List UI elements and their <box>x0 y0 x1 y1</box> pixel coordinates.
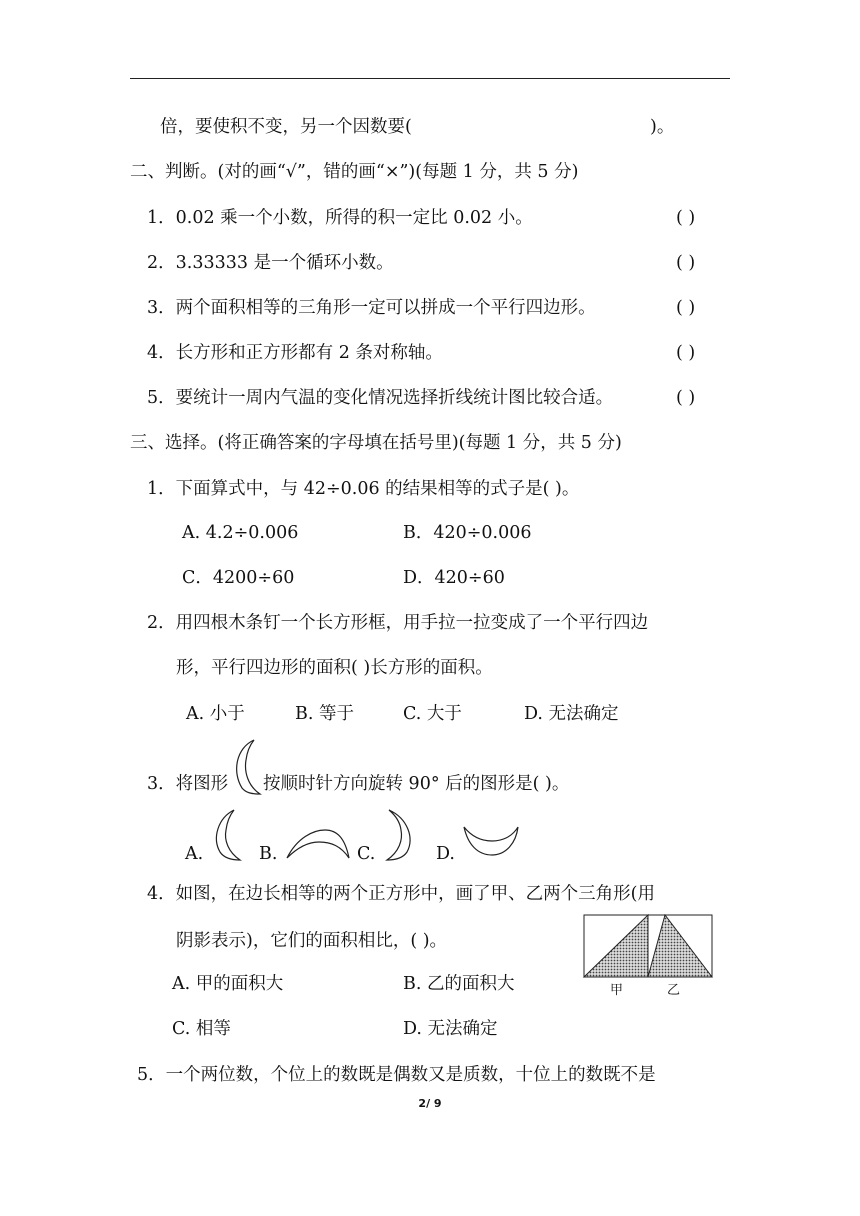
crescent-original-icon <box>230 738 264 796</box>
continuation-close: )。 <box>650 117 675 137</box>
header-rule <box>130 78 730 79</box>
q4-option-b: B. 乙的面积大 <box>403 974 515 994</box>
figure-label-yi: 乙 <box>667 983 681 998</box>
q3-option-c-label: C. <box>357 844 376 864</box>
judge-answer-1: ( ) <box>676 208 696 228</box>
q2-option-c: C. 大于 <box>403 704 462 724</box>
crescent-option-a-icon <box>210 808 244 862</box>
section3-heading: 三、选择。(将正确答案的字母填在括号里)(每题 1 分，共 5 分) <box>130 433 622 453</box>
crescent-option-c-icon <box>383 808 417 862</box>
section2-heading: 二、判断。(对的画“√”，错的画“×”)(每题 1 分，共 5 分) <box>130 162 579 182</box>
q1-option-b: B．420÷0.006 <box>403 523 532 543</box>
judge-item-4: 4．长方形和正方形都有 2 条对称轴。 <box>147 343 443 363</box>
judge-item-3: 3．两个面积相等的三角形一定可以拼成一个平行四边形。 <box>147 298 596 318</box>
choice-q5-stem: 5．一个两位数，个位上的数既是偶数又是质数，十位上的数既不是 <box>137 1065 656 1085</box>
q2-option-a: A. 小于 <box>186 704 245 724</box>
judge-answer-3: ( ) <box>676 298 696 318</box>
choice-q2-line2: 形，平行四边形的面积( )长方形的面积。 <box>176 658 493 678</box>
q4-option-c: C. 相等 <box>172 1019 231 1039</box>
figure-label-jia: 甲 <box>610 983 624 998</box>
judge-answer-2: ( ) <box>676 253 696 273</box>
crescent-option-d-icon <box>462 823 520 859</box>
q2-option-d: D. 无法确定 <box>524 704 619 724</box>
continuation-text: 倍，要使积不变，另一个因数要( <box>160 117 412 137</box>
choice-q3-prefix: 3．将图形 <box>147 774 229 794</box>
choice-q3-suffix: 按顺时针方向旋转 90° 后的图形是( )。 <box>263 774 570 794</box>
q4-option-a: A. 甲的面积大 <box>172 974 284 994</box>
q1-option-a: A. 4.2÷0.006 <box>182 523 299 543</box>
choice-q2-line1: 2．用四根木条钉一个长方形框，用手拉一拉变成了一个平行四边 <box>147 613 649 633</box>
q3-option-d-label: D. <box>436 844 455 864</box>
choice-q4-line1: 4．如图，在边长相等的两个正方形中，画了甲、乙两个三角形(用 <box>147 884 655 904</box>
q1-option-d: D．420÷60 <box>403 568 505 588</box>
q4-option-d: D. 无法确定 <box>403 1019 498 1039</box>
two-squares-triangles-figure <box>583 914 713 978</box>
q1-option-c: C．4200÷60 <box>182 568 295 588</box>
judge-answer-4: ( ) <box>676 343 696 363</box>
crescent-option-b-icon <box>285 826 351 862</box>
q2-option-b: B. 等于 <box>295 704 354 724</box>
judge-answer-5: ( ) <box>676 388 696 408</box>
judge-item-5: 5．要统计一周内气温的变化情况选择折线统计图比较合适。 <box>147 388 614 408</box>
judge-item-2: 2．3.33333 是一个循环小数。 <box>147 253 394 273</box>
judge-item-1: 1．0.02 乘一个小数，所得的积一定比 0.02 小。 <box>147 208 533 228</box>
choice-q1-stem: 1．下面算式中，与 42÷0.06 的结果相等的式子是( )。 <box>147 479 580 499</box>
q3-option-b-label: B. <box>259 844 278 864</box>
page-number: 2/ 9 <box>418 1097 442 1110</box>
q3-option-a-label: A. <box>185 844 204 864</box>
choice-q4-line2: 阴影表示)，它们的面积相比，( )。 <box>176 931 448 951</box>
